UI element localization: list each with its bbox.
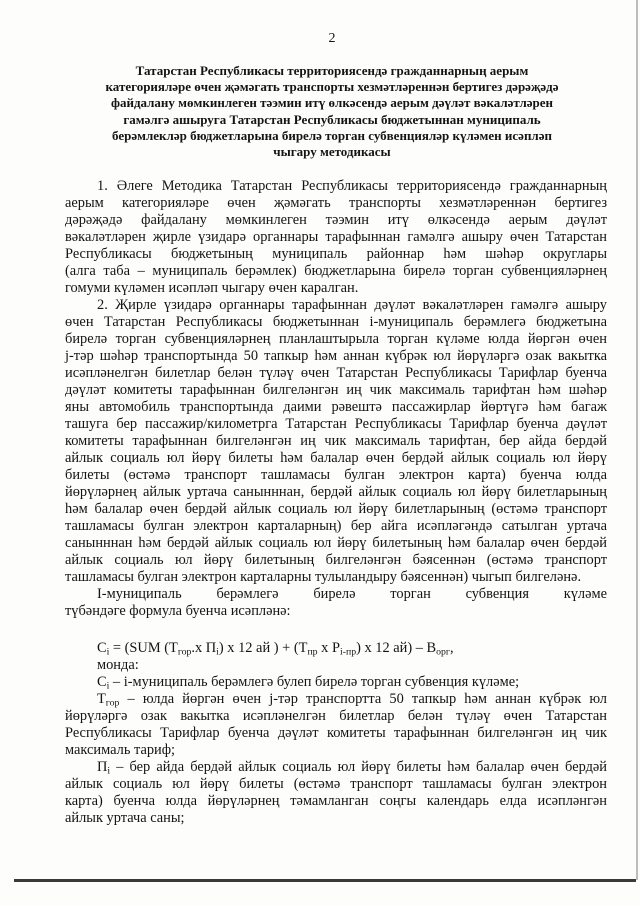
definition-c [65, 674, 607, 691]
page-number: 2 [328, 31, 336, 46]
body-line: гомуми күләмен исәпләп чыгару өчен каралган. [65, 280, 359, 296]
definition-subscript: i [106, 680, 110, 692]
definition-text: – бер айда бердәй айлык социаль юл йөрү билеты һәм балалар өчен бердәй [110, 759, 607, 775]
body-line: I-муниципаль берәмлегә бирелә торган субвенция күләме [97, 586, 607, 602]
body-line: дәүләт комитеты тарафыннан билгеләнгән иң чик максималь тарифтан һәм шәһәр [65, 382, 607, 398]
definition-symbol: T [97, 691, 106, 707]
body-line: ташламасы булган электрон карталарның) бер айга исәпләгәндә сатылган уртача [65, 518, 607, 534]
body-line: билеты (өстәмә транспорт ташламасы булган электрон карта) буенча юлда [65, 467, 607, 483]
formula-part: , [449, 640, 454, 656]
formula-part: .x П [191, 640, 217, 656]
definition-line: айлык социаль юл йөрү билеты (өстәмә транспорт ташламасы булган электрон [65, 776, 607, 792]
body-line: түбәндәге формула буенча исәпләнә: [65, 603, 291, 619]
definition-subscript: i [107, 765, 111, 777]
definition-symbol: П [97, 759, 108, 775]
paragraph-3 [65, 586, 607, 620]
definition-p [65, 759, 607, 827]
definition-line [65, 759, 607, 776]
body-line: ташуга бер пассажир/километрга Татарстан Республикасы Тарифлар буенча дәүләт [65, 416, 607, 432]
body-line: айлык социаль юл йөрү билеты һәм балалар өчен бердәй айлык социаль юл йөрү [65, 450, 607, 466]
body-line: 1. Әлеге Методика Татарстан Республикасы территориясендә гражданнарның [97, 178, 607, 194]
definition-text: – юлда йөргән өчен j-тәр транспортта 50 тапкыр һәм аннан күбрәк юл [119, 691, 607, 707]
body-line: дәрәҗәдә файдалану мөмкинлеген тәэмин итү өлкәсендә аерым дәүләт [65, 212, 607, 228]
definition-subscript: гор [105, 697, 120, 709]
title-line: чыгару методикасы [273, 144, 391, 160]
paragraph-2 [65, 297, 607, 586]
formula-subscript: пр [307, 646, 318, 658]
body-line: исәпләнелгән билетлар белән түләү өчен Татарстан Республикасы Тарифлар буенча [65, 365, 607, 381]
body-line: бирелә торган субвенцияләрнең планлаштырыла торган күләме юлда йөргән өчен [65, 331, 607, 347]
title-line: файдалану мөмкинлеген тәэмин итү өлкәсендә аерым дәүләт вәкаләтләрен [110, 95, 554, 111]
body-line: аерым категорияләре өчен җәмәгать транспорты хезмәтләреннән бертигез [65, 195, 607, 211]
definition-line [65, 674, 607, 691]
formula-part: ) x 12 ай) – B [356, 640, 437, 656]
body-line: Республикасы бюджетының муниципаль районнар һәм шәһәр округлары [65, 246, 607, 262]
title-line: гамәлгә ашыруга Татарстан Республикасы бюджетыннан муниципаль [123, 111, 541, 127]
body-line: комитеты тарафыннан билгеләнгән иң чик максималь тарифтан, бер айда бердәй [65, 433, 607, 449]
definition-t-gor [65, 691, 607, 759]
body-line: вәкаләтләрен җирле үзидарә органнары тарафыннан гамәлгә ашыру өчен Татарстан [65, 229, 607, 245]
scan-edge-right [636, 0, 638, 880]
body-line: санынннан һәм бердәй айлык социаль юл йөрү билетының һәм балалар өчен бердәй [65, 535, 607, 551]
formula-part: = (SUM (T [109, 640, 178, 656]
definition-symbol: C [97, 674, 107, 690]
formula-subscript: орг [436, 646, 450, 658]
definition-text: – i-муниципаль берәмлегә булеп бирелә торган субвенция күләме; [109, 674, 520, 690]
subvention-formula [65, 640, 607, 657]
body-line: j-тәр шәһәр транспортында 50 тапкыр һәм аннан күбрәк юл йөрүләргә озак вакытка [65, 348, 607, 364]
definition-line: максималь тариф; [65, 742, 176, 758]
title-line: категорияләре өчен җәмәгать транспорты хезмәтләреннән бертигез дәрәҗәдә [105, 79, 559, 95]
formula-part: x P [317, 640, 340, 656]
title-line: берәмлекләр бюджетларына бирелә торган субвенцияләр күләмен исәпләп [112, 127, 552, 143]
scan-edge-bottom [14, 879, 636, 882]
formula-subscript: i [216, 646, 219, 658]
body-line: 2. Җирле үзидарә органнары тарафыннан дәүләт вәкаләтләрен гамәлгә ашыру [97, 297, 607, 313]
document-title [62, 63, 602, 160]
title-line: Татарстан Республикасы территориясендә гражданнарның аерым [135, 63, 529, 78]
formula-part: C [97, 640, 107, 656]
paragraph-1 [65, 178, 607, 297]
definition-line [65, 691, 607, 708]
body-line: өчен Татарстан Республикасы бюджетыннан i-муниципаль берәмлегә бюджетына [65, 314, 607, 330]
definition-line: карта) буенча юлда йөрүләрнең тәмамланган соңгы календарь елда исәпләнгән [65, 793, 607, 809]
body-line: ташламасы булган электрон карталарны тулыландыру бәясеннән) чыгып билгеләнә. [65, 569, 582, 585]
body-line: һәм балалар өчен бердәй айлык социаль юл йөрү билетларының (өстәмә транспорт [65, 501, 607, 517]
formula-subscript: гор [177, 646, 192, 658]
definition-line: айлык уртача саны; [65, 810, 185, 826]
definition-line: Республикасы Тарифлар буенча дәүләт комитеты тарафыннан билгеләнгән иң чик [65, 725, 607, 741]
formula-part: ) x 12 ай ) + (T [218, 640, 308, 656]
body-line: айлык социаль юл йөрү билетының билгеләнгән бәясеннән (өстәмә транспорт [65, 552, 607, 568]
definition-line: йөрүләргә озак вакытка исәпләнелгән билетлар белән түләү өчен Татарстан [65, 708, 607, 724]
document-body [65, 178, 607, 827]
formula-subscript: i-пр [339, 646, 357, 658]
formula-subscript: i [106, 646, 110, 658]
body-line: яны автомобиль транспортында даими рәвештә пассажирлар йөртүгә һәм багаж [65, 399, 607, 415]
where-label: монда: [97, 657, 139, 673]
body-line: (алга таба – муниципаль берәмлек) бюджетларына бирелә торган субвенцияләрнең [65, 263, 607, 279]
body-line: йөрүләрнең айлык уртача санынннан, бердәй айлык социаль юл йөрү билетларының [65, 484, 607, 500]
